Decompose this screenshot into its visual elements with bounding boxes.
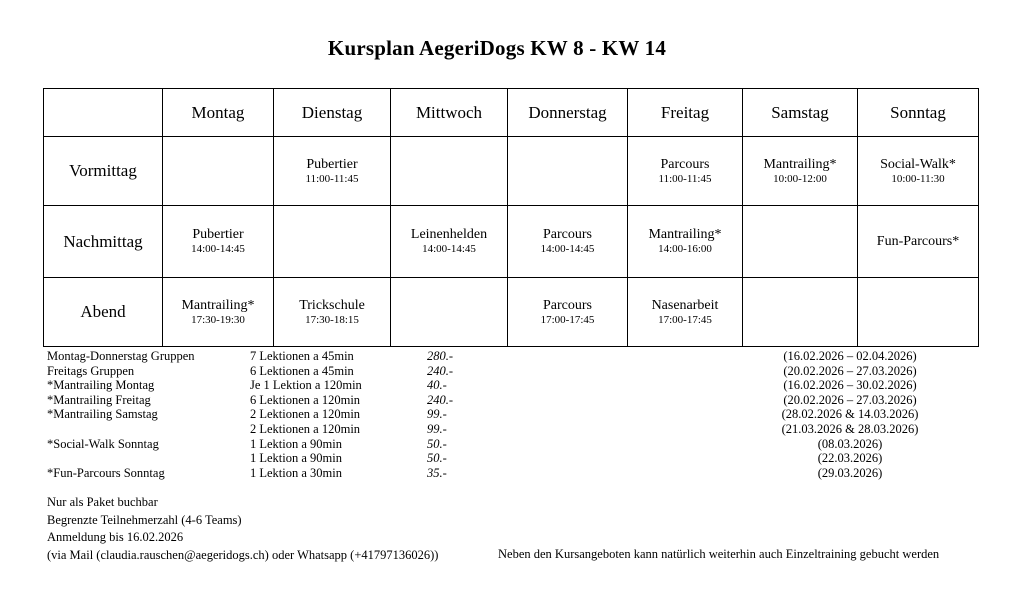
cell-vormittag-samstag: [743, 137, 858, 206]
day-header-dienstag: Dienstag: [274, 89, 391, 137]
cell-abend-sonntag: [858, 278, 979, 347]
cell-abend-dienstag: [274, 278, 391, 347]
pricing-lessons: 6 Lektionen a 45min: [250, 363, 354, 378]
pricing-lessons: 7 Lektionen a 45min: [250, 349, 354, 363]
course-name: Trickschule: [299, 297, 365, 313]
pricing-label: Montag-Donnerstag Gruppen: [47, 349, 195, 363]
pricing-price: 50.-: [427, 436, 447, 451]
schedule-row-abend: [44, 278, 979, 347]
note-kontakt: (via Mail (claudia.rauschen@aegeridogs.ch) oder Whatsapp (+41797136026)): [47, 547, 439, 562]
pricing-dates: (16.02.2026 – 02.04.2026): [783, 349, 917, 363]
booking-notes: [47, 494, 438, 564]
course-time: 11:00-11:45: [305, 172, 359, 185]
pricing-label: *Mantrailing Montag: [47, 378, 155, 393]
pricing-row: [0, 393, 1024, 408]
course-time: 10:00-11:30: [891, 172, 945, 185]
pricing-dates: (20.02.2026 – 27.03.2026): [783, 363, 917, 378]
course-name: Pubertier: [192, 227, 244, 242]
cell-nachmittag-donnerstag: [508, 206, 628, 278]
pricing-row: [0, 437, 1024, 452]
pricing-dates: (22.03.2026): [817, 451, 883, 466]
schedule-row-nachmittag: [44, 206, 979, 278]
cell-nachmittag-freitag: [628, 206, 743, 278]
pricing-lessons: Je 1 Lektion a 120min: [250, 378, 362, 393]
pricing-lessons: 1 Lektion a 90min: [250, 436, 342, 451]
cell-abend-montag: [163, 278, 274, 347]
note-paket: Nur als Paket buchbar: [47, 495, 158, 509]
pricing-lessons: 6 Lektionen a 120min: [250, 392, 361, 407]
course-name: Parcours: [543, 297, 592, 313]
course-time: 17:30-19:30: [191, 313, 245, 326]
course-name: Mantrailing*: [181, 297, 255, 313]
cell-vormittag-dienstag: [274, 137, 391, 206]
pricing-row: [0, 466, 1024, 481]
cell-nachmittag-sonntag: [858, 206, 979, 278]
pricing-price: 280.-: [427, 349, 454, 363]
day-header-montag: Montag: [163, 89, 274, 137]
course-name: Parcours: [543, 227, 592, 242]
course-time: 11:00-11:45: [658, 172, 712, 185]
note-teilnehmerzahl: Begrenzte Teilnehmerzahl (4-6 Teams): [47, 512, 242, 527]
pricing-section: [0, 349, 1024, 480]
course-time: 17:00-17:45: [658, 313, 712, 326]
row-label-vormittag: Vormittag: [44, 137, 163, 206]
pricing-label: *Social-Walk Sonntag: [47, 436, 159, 451]
pricing-row: [0, 378, 1024, 393]
cell-nachmittag-montag: [163, 206, 274, 278]
course-time: 17:00-17:45: [540, 313, 595, 326]
pricing-price: 35.-: [427, 465, 447, 480]
course-name: Fun-Parcours*: [876, 233, 960, 249]
pricing-price: 40.-: [427, 378, 447, 393]
pricing-price: 240.-: [427, 392, 454, 407]
course-name: Leinenhelden: [410, 227, 488, 242]
cell-vormittag-donnerstag: [508, 137, 628, 206]
pricing-price: 99.-: [427, 421, 447, 436]
course-name: Parcours: [660, 156, 710, 172]
pricing-row: [0, 349, 1024, 364]
pricing-row: [0, 422, 1024, 437]
pricing-dates: (16.02.2026 – 30.02.2026): [783, 378, 917, 393]
note-anmeldung: Anmeldung bis 16.02.2026: [47, 530, 184, 545]
pricing-label: *Fun-Parcours Sonntag: [47, 465, 165, 480]
course-name: Mantrailing*: [763, 156, 837, 172]
row-label-nachmittag: Nachmittag: [44, 206, 163, 278]
day-header-sonntag: Sonntag: [858, 89, 979, 137]
cell-abend-freitag: [628, 278, 743, 347]
cell-abend-donnerstag: [508, 278, 628, 347]
day-header-donnerstag: Donnerstag: [508, 89, 628, 137]
cell-vormittag-sonntag: [858, 137, 979, 206]
cell-nachmittag-samstag: [743, 206, 858, 278]
einzeltraining-note: Neben den Kursangeboten kann natürlich weiterhin auch Einzeltraining gebucht werden: [498, 547, 940, 561]
pricing-dates: (29.03.2026): [817, 465, 883, 480]
course-time: 10:00-12:00: [773, 172, 827, 185]
pricing-dates: (08.03.2026): [817, 436, 883, 451]
course-name: Pubertier: [306, 156, 358, 172]
row-label-abend: Abend: [44, 278, 163, 347]
cell-nachmittag-dienstag: [274, 206, 391, 278]
pricing-label: Freitags Gruppen: [47, 363, 135, 378]
cell-abend-mittwoch: [391, 278, 508, 347]
pricing-lessons: 2 Lektionen a 120min: [250, 407, 361, 422]
course-time: 14:00-14:45: [191, 243, 245, 255]
pricing-row: [0, 364, 1024, 379]
course-time: 14:00-14:45: [540, 243, 595, 255]
pricing-lessons: 2 Lektionen a 120min: [250, 421, 361, 436]
pricing-row: [0, 451, 1024, 466]
pricing-dates: (28.02.2026 & 14.03.2026): [781, 407, 919, 422]
cell-vormittag-mittwoch: [391, 137, 508, 206]
schedule-row-vormittag: [44, 137, 979, 206]
pricing-price: 50.-: [427, 451, 447, 466]
day-header-freitag: Freitag: [628, 89, 743, 137]
course-name: Mantrailing*: [648, 227, 722, 242]
pricing-row: [0, 407, 1024, 422]
schedule-table: [43, 88, 979, 347]
pricing-label: *Mantrailing Freitag: [47, 392, 151, 407]
pricing-price: 240.-: [427, 363, 454, 378]
schedule-header-row: [44, 89, 979, 137]
cell-nachmittag-mittwoch: [391, 206, 508, 278]
cell-vormittag-montag: [163, 137, 274, 206]
pricing-label: *Mantrailing Samstag: [47, 407, 158, 422]
pricing-lessons: 1 Lektion a 30min: [250, 465, 342, 480]
course-name: Social-Walk*: [880, 156, 956, 172]
pricing-dates: (21.03.2026 & 28.03.2026): [781, 421, 919, 436]
cell-vormittag-freitag: [628, 137, 743, 206]
page-title: Kursplan AegeriDogs KW 8 - KW 14: [327, 36, 667, 60]
course-time: 17:30-18:15: [305, 313, 359, 326]
pricing-lessons: 1 Lektion a 90min: [250, 451, 342, 466]
course-time: 14:00-14:45: [422, 243, 476, 255]
pricing-price: 99.-: [427, 407, 447, 422]
day-header-samstag: Samstag: [743, 89, 858, 137]
course-name: Nasenarbeit: [651, 297, 719, 313]
pricing-dates: (20.02.2026 – 27.03.2026): [783, 392, 917, 407]
day-header-mittwoch: Mittwoch: [391, 89, 508, 137]
cell-abend-samstag: [743, 278, 858, 347]
corner-cell: [44, 89, 163, 137]
course-time: 14:00-16:00: [658, 243, 712, 255]
